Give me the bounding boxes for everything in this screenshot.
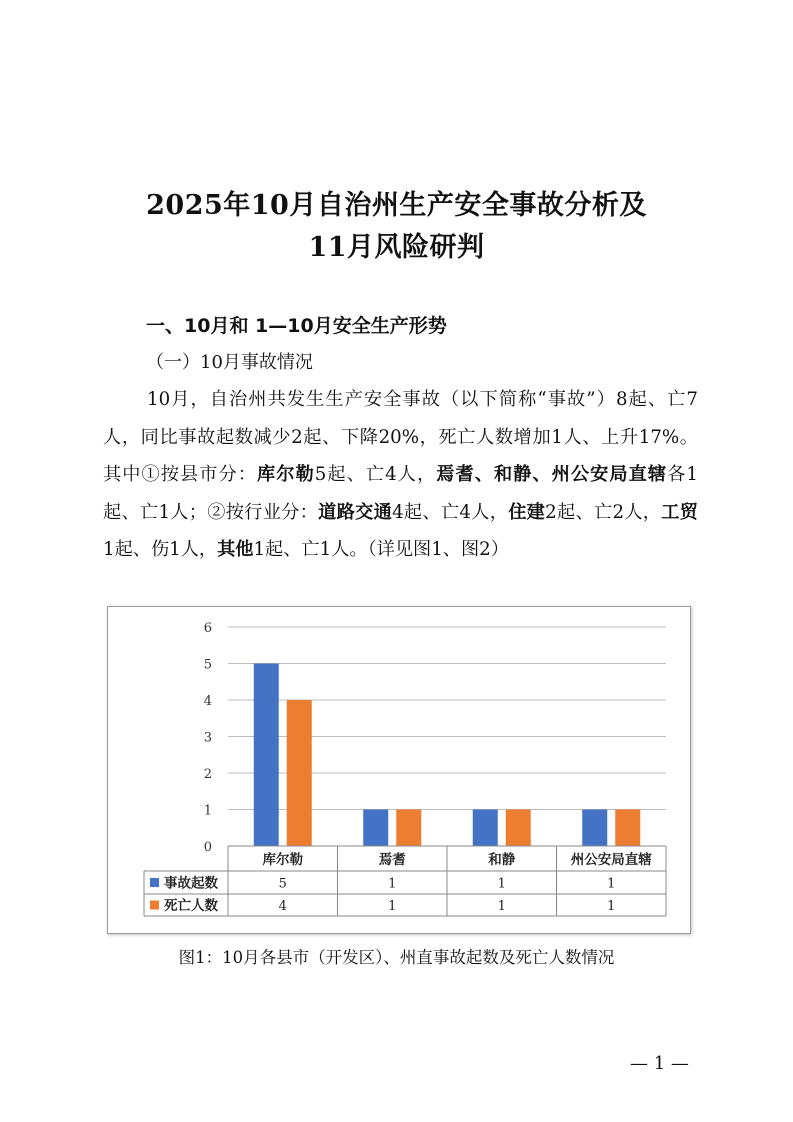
legend-label: 死亡人数 [164,898,218,914]
bold-run: 工贸 [661,501,698,523]
y-tick-label: 6 [203,621,212,636]
doc-title-line1: 2025年10月自治州生产安全事故分析及 [146,190,647,221]
bold-run: 焉耆、和静、州公安局直辖 [436,464,668,486]
accident-chart [107,606,691,934]
text-run: 各1起、亡1人；②按行业分： [103,464,698,523]
figure-caption: 图1：10月各县市（开发区）、州直事故起数及死亡人数情况 [178,948,615,967]
subsection-heading: （一）10月事故情况 [146,352,313,373]
bold-run: 库尔勒 [256,464,315,486]
table-value: 5 [278,876,287,892]
table-value: 1 [607,899,616,914]
bar-accidents [473,810,498,847]
chart-canvas [108,607,690,933]
bar-accidents [254,664,279,847]
y-tick-label: 2 [203,767,212,782]
table-value: 4 [278,899,287,914]
y-tick-label: 4 [203,694,212,709]
legend-label: 事故起数 [164,875,218,892]
text-run: 5起、亡4人， [314,464,437,486]
legend-key-accidents [150,878,159,887]
y-tick-label: 3 [203,730,212,746]
table-value: 1 [388,876,397,892]
category-label: 库尔勒 [262,852,303,868]
text-run: 2起、亡2人， [545,501,662,523]
table-value: 1 [607,876,616,892]
bar-deaths [615,810,640,847]
section-heading: 一、10月和 1—10月安全生产形势 [146,315,447,337]
bar-deaths [396,810,421,847]
table-value: 1 [497,876,506,892]
bar-accidents [582,810,607,847]
y-tick-label: 0 [203,840,212,855]
category-label: 焉耆 [378,852,406,868]
bar-deaths [506,810,531,847]
text-run: 1起、伤1人， [103,539,218,561]
bold-run: 其他 [217,539,254,561]
y-tick-label: 1 [203,803,212,819]
bar-accidents [363,810,388,847]
doc-title-line2: 11月风险研判 [308,232,485,263]
bar-deaths [287,700,312,846]
category-label: 州公安局直辖 [570,852,652,868]
text-run: 4起、亡4人， [392,501,509,523]
y-tick-label: 5 [203,657,212,673]
table-value: 1 [497,899,506,914]
table-value: 1 [388,899,397,914]
body-paragraph [103,381,698,569]
text-run: 10月，自治州共发生生产安全事故（以下简称“事故”）8起、亡7人，同比事故起数减少2起、下降20%，死亡人数增加1人、上升17%。其中①按县市分： [103,389,698,486]
page-number: — 1 — [630,1053,689,1074]
bold-run: 住建 [508,501,546,523]
bold-run: 道路交通 [318,501,393,523]
category-label: 和静 [488,852,516,868]
text-run: 1起、亡1人。（详见图1、图2） [253,539,509,561]
legend-key-deaths [150,901,159,910]
